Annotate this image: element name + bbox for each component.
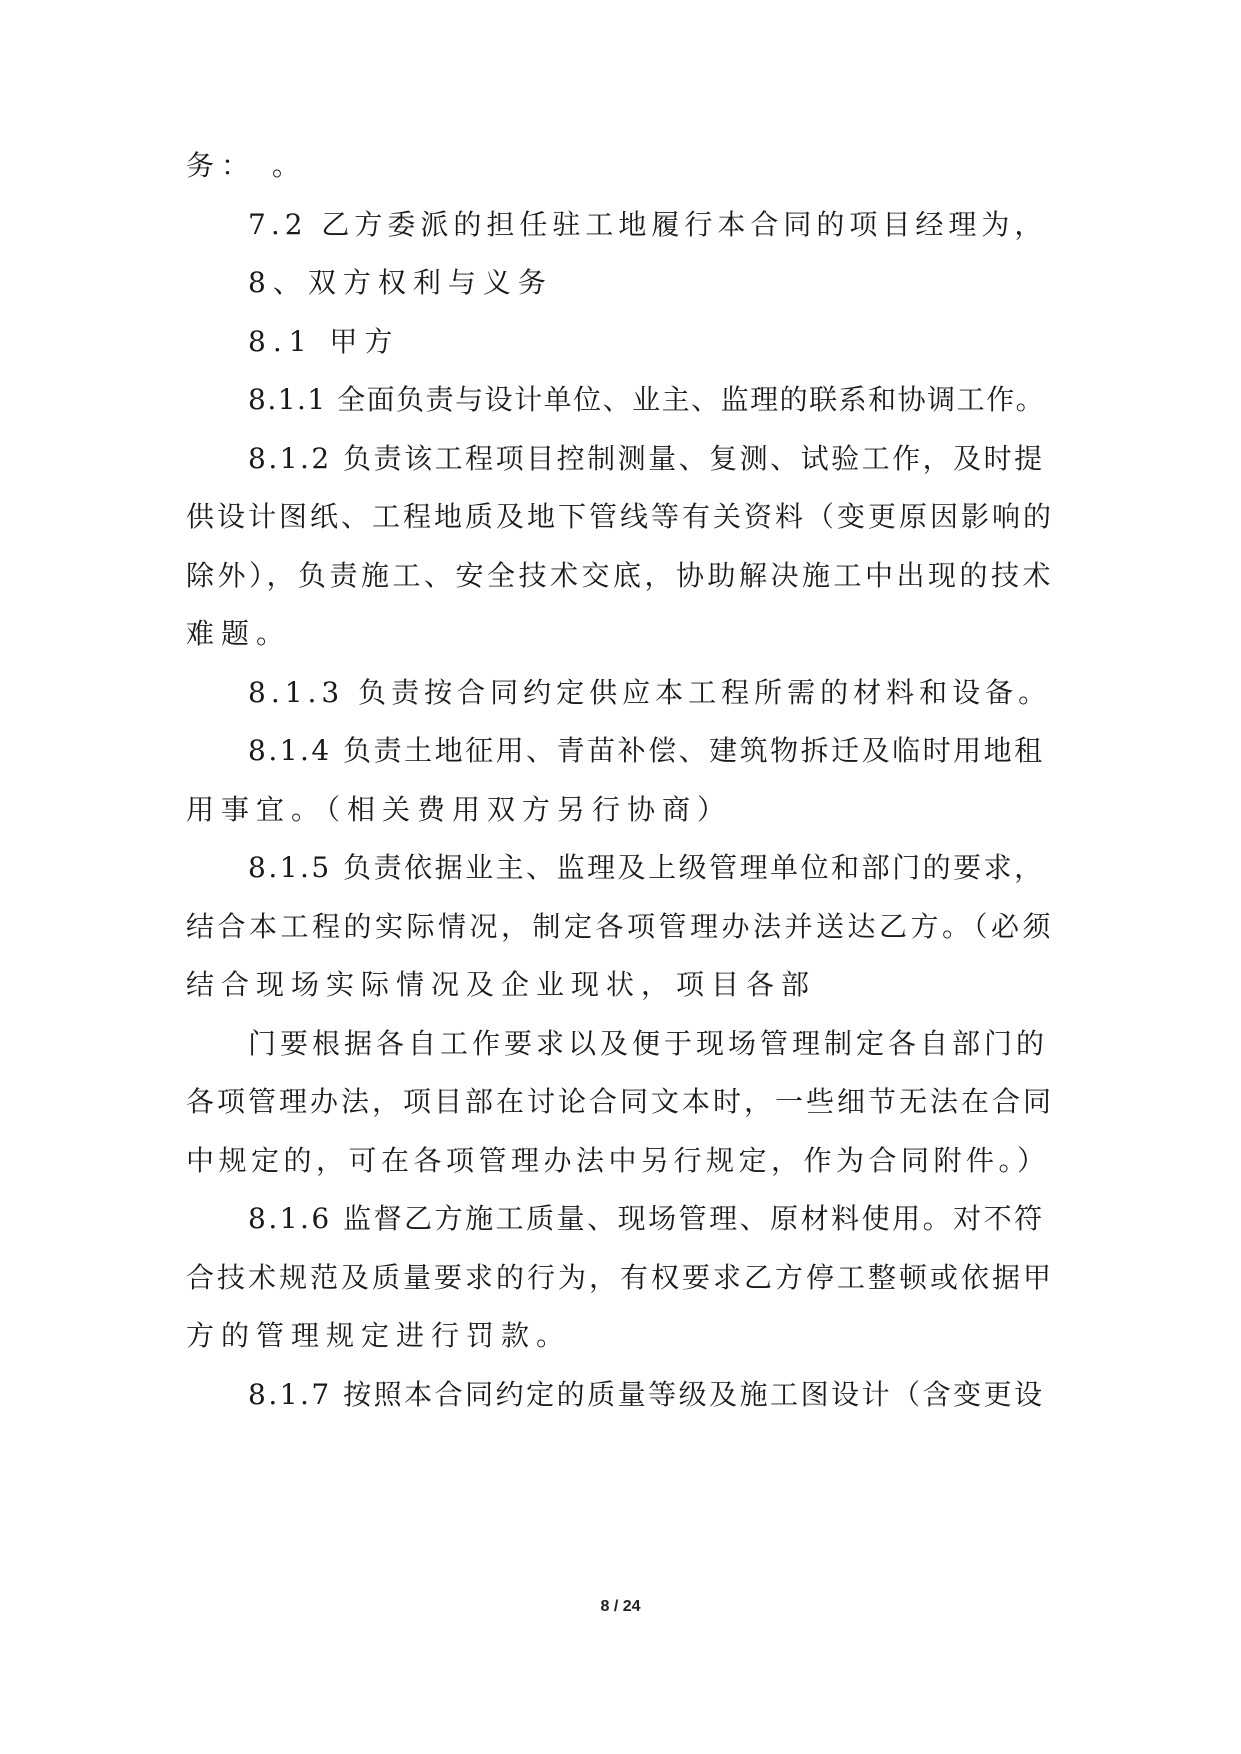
- page-number: 8 / 24: [600, 1598, 641, 1615]
- text-line: 中规定的，可在各项管理办法中另行规定，作为合同附件。）: [186, 1144, 1050, 1177]
- text-line: 结合现场实际情况及企业现状，项目各部: [186, 968, 817, 1001]
- text-line: 门要根据各自工作要求以及便于现场管理制定各自部门的: [248, 1027, 1049, 1060]
- text-line: 8.1.6 监督乙方施工质量、现场管理、原材料使用。对不符: [248, 1202, 1045, 1235]
- text-line: 各项管理办法，项目部在讨论合同文本时，一些细节无法在合同: [186, 1085, 1055, 1118]
- text-line: 8.1.1 全面负责与设计单位、业主、监理的联系和协调工作。: [248, 383, 1046, 416]
- text-line: 8.1.7 按照本合同约定的质量等级及施工图设计（含变更设: [248, 1378, 1045, 1411]
- text-line: 8.1.3 负责按合同约定供应本工程所需的材料和设备。: [248, 676, 1052, 709]
- text-line: 结合本工程的实际情况，制定各项管理办法并送达乙方。（必须: [186, 910, 1055, 943]
- text-line: 供设计图纸、工程地质及地下管线等有关资料（变更原因影响的: [186, 500, 1055, 533]
- text-line: 8.1.4 负责土地征用、青苗补偿、建筑物拆迁及临时用地租: [248, 734, 1045, 767]
- text-line: 合技术规范及质量要求的行为，有权要求乙方停工整顿或依据甲: [186, 1261, 1055, 1294]
- text-line: 用事宜。（相关费用双方另行协商）: [186, 793, 733, 826]
- section-heading: 8、双方权利与义务: [248, 266, 553, 299]
- text-line: 8.1.2 负责该工程项目控制测量、复测、试验工作，及时提: [248, 442, 1045, 475]
- text-line: 方的管理规定进行罚款。: [186, 1319, 572, 1352]
- subsection-heading: 8.1 甲方: [248, 325, 400, 358]
- text-line: 8.1.5 负责依据业主、监理及上级管理单位和部门的要求，: [248, 851, 1045, 884]
- text-line: 难题。: [186, 617, 292, 650]
- text-line: 7.2 乙方委派的担任驻工地履行本合同的项目经理为，: [248, 208, 1048, 241]
- text-line: 除外），负责施工、安全技术交底，协助解决施工中出现的技术: [186, 559, 1055, 592]
- text-line: 务： 。: [186, 149, 307, 182]
